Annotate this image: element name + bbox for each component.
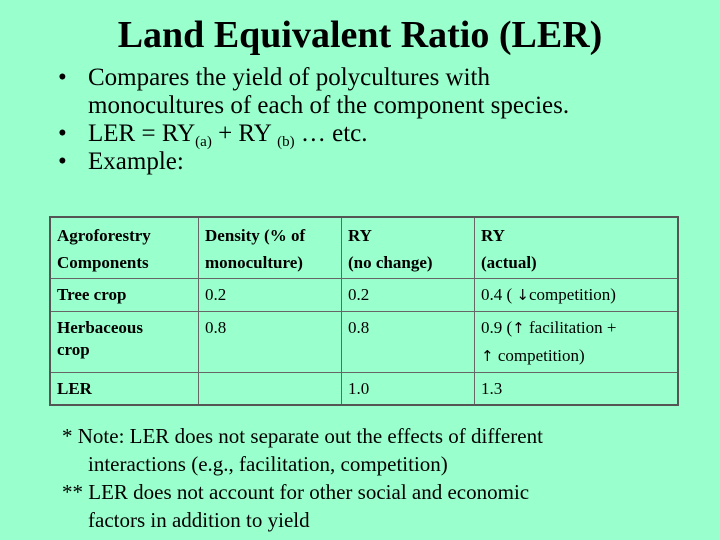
header-cell	[475, 217, 679, 279]
bullet-text-line: Compares the yield of polycultures with	[88, 64, 491, 91]
footnote-line: factors in addition to yield	[88, 508, 310, 532]
ry-actual-cell	[475, 312, 679, 373]
header-text: (no change)	[348, 253, 433, 272]
cell-line	[481, 342, 671, 370]
arrow-up-icon: ↑	[512, 319, 525, 337]
bullet-marker: •	[58, 148, 67, 175]
bullet-item	[58, 64, 698, 120]
bullet-item	[58, 120, 698, 148]
ry-nochange-cell: 0.8	[342, 312, 475, 373]
ry-nochange-cell: 1.0	[342, 373, 475, 406]
ler-example-table	[49, 216, 679, 406]
density-cell: 0.2	[199, 279, 342, 312]
bullet-marker: •	[58, 120, 67, 147]
density-cell	[199, 373, 342, 406]
footnote	[62, 478, 692, 534]
footnote-line: interactions (e.g., facilitation, competition)	[88, 452, 448, 476]
ler-formula	[88, 120, 368, 150]
bullet-text-line: monocultures of each of the component species.	[88, 92, 570, 119]
slide-title: Land Equivalent Ratio (LER)	[117, 14, 603, 56]
footnotes	[62, 422, 692, 534]
header-cell	[199, 217, 342, 279]
ry-actual-cell	[475, 279, 679, 312]
arrow-up-icon: ↑	[481, 347, 494, 365]
row-label-text: crop	[57, 340, 90, 359]
footnote-line: * Note: LER does not separate out the effects of different	[62, 424, 543, 448]
formula-part: + RY	[211, 120, 278, 147]
cell-text: competition)	[493, 346, 585, 365]
header-cell	[342, 217, 475, 279]
formula-subscript: (a)	[195, 134, 212, 150]
table-row	[50, 312, 678, 373]
formula-part: LER = RY	[88, 120, 196, 147]
header-text: Density (% of	[205, 226, 306, 245]
ry-nochange-cell: 0.2	[342, 279, 475, 312]
ry-actual-cell: 1.3	[475, 373, 679, 406]
arrow-down-icon: ↓	[516, 286, 529, 304]
cell-text: facilitation +	[524, 318, 617, 337]
footnote-line: ** LER does not account for other social and economic	[62, 480, 530, 504]
cell-text: 0.4 (	[481, 285, 517, 304]
bullet-text-line: Example:	[88, 148, 184, 175]
cell-line	[481, 314, 671, 342]
table-row	[50, 279, 678, 312]
header-text: Agroforestry	[57, 226, 151, 245]
header-cell	[50, 217, 199, 279]
row-label: LER	[50, 373, 199, 406]
footnote	[62, 422, 692, 478]
header-text: RY	[481, 226, 505, 245]
bullet-marker: •	[58, 64, 67, 91]
header-text: monoculture)	[205, 253, 303, 272]
table-header-row	[50, 217, 678, 279]
header-text: RY	[348, 226, 372, 245]
table-row	[50, 373, 678, 406]
bullet-item	[58, 148, 698, 176]
formula-part: … etc.	[294, 120, 368, 147]
formula-subscript: (b)	[277, 134, 295, 150]
row-label: Tree crop	[50, 279, 199, 312]
header-text: Components	[57, 253, 149, 272]
row-label	[50, 312, 199, 373]
density-cell: 0.8	[199, 312, 342, 373]
cell-text: competition)	[529, 285, 616, 304]
bullet-list	[58, 64, 698, 176]
header-text: (actual)	[481, 253, 537, 272]
row-label-text: Herbaceous	[57, 318, 143, 337]
cell-text: 0.9 (	[481, 318, 513, 337]
